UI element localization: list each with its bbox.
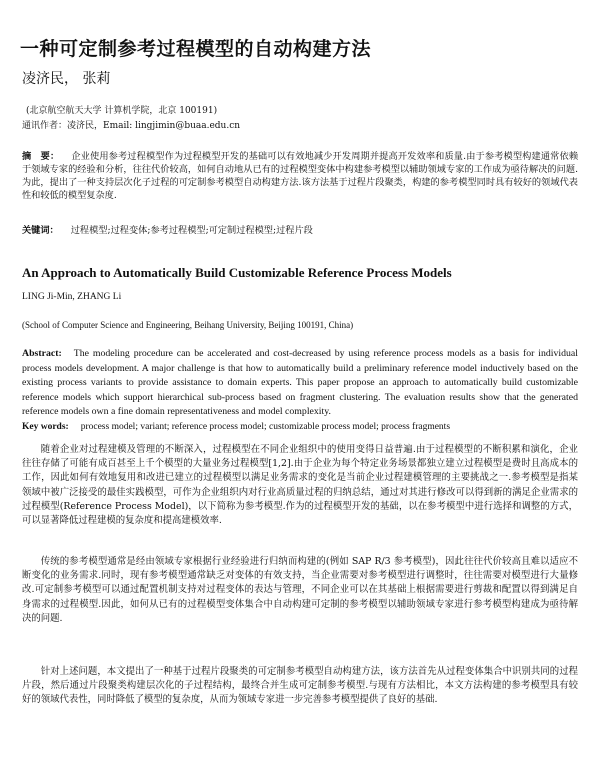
chinese-title: 一种可定制参考过程模型的自动构建方法 [20, 38, 372, 60]
body-paragraph-2-text: 传统的参考模型通常是经由领域专家根据行业经验进行归纳而构建的(例如 SAP R/3 参考模型)，因此往往代价较高且难以适应不断变化的业务需求.同时，现有参考模型通常缺乏对变体的有效支持，当企业需要对参考模型进行调整时，往往需要对模型进行大量修改.可定制参考模型可以通过配置机制支持对过程变体的表达与管理，不同企业可以在其基础上根据需要进行剪裁和配置以得到满足自身需求的过程模型.因此，如何从已有的过程模型变体集合中自动构建可定制的参考模型以辅助领域专家进行参考模型构建成为亟待解决的问题. [22, 556, 578, 624]
english-keywords [22, 422, 578, 432]
english-affiliation: (School of Computer Science and Engineering, Beihang University, Beijing 100191, China) [22, 320, 354, 330]
chinese-affiliation: (北京航空航天大学 计算机学院，北京 100191) [26, 106, 218, 116]
english-authors: LING Ji-Min, ZHANG Li [22, 292, 122, 302]
chinese-keywords-label: 关键词： [22, 225, 59, 236]
chinese-abstract-text: 企业使用参考过程模型作为过程模型开发的基础可以有效地减少开发周期并提高开发效率和质量.由于参考模型构建通常依赖于领域专家的经验和分析，往往代价较高，如何自动地从已有的过程模型变体中构建参考模型以辅助领域专家的工作成为亟待解决的问题.为此，提出了一种支持层次化子过程的可定制参考模型自动构建方法.该方法基于过程片段聚类，构建的参考模型同时具有较好的领域代表性和较低的模型复杂度. [22, 151, 579, 201]
chinese-abstract-label: 摘 要： [22, 151, 60, 162]
chinese-abstract [22, 150, 578, 202]
body-paragraph-1-text: 随着企业对过程建模及管理的不断深入，过程模型在不同企业组织中的使用变得日益普遍.由于过程模型的不断积累和演化，企业往往存储了可能有成百甚至上千个模型的大量业务过程模型[1,2].由于企业为每个特定业务场景都独立建立过程模型是费时且高成本的工作，因此如何有效地复用和改进已建立的过程模型以满足业务需求的变化是当前企业过程建模管理的主要挑战之一.参考模型是指某领域中被广泛接受的最佳实践模型，可作为企业组织内对行业高质量过程的归纳总结，通过对其进行修改可以得到新的满足企业需求的过程模型(Reference Process Model)，以下简称为参考模型.作为的过程模型开发的基础，以在参考模型中进行选择和调整的方式，可以显著降低过程建模的复杂度和提高建模效率. [22, 444, 578, 527]
chinese-keywords-text: 过程模型;过程变体;参考过程模型;可定制过程模型;过程片段 [70, 225, 313, 236]
english-keywords-text: process model; variant; reference process model; customizable process model; process fragments [80, 422, 451, 432]
english-abstract-label: Abstract: [22, 348, 62, 359]
english-abstract [22, 347, 578, 420]
chinese-authors: 凌济民， 张莉 [22, 71, 111, 87]
english-title: An Approach to Automatically Build Customizable Reference Process Models [22, 265, 452, 280]
corresponding-author: 通讯作者：凌济民，Email: lingjimin@buaa.edu.cn [22, 121, 241, 131]
body-paragraph-3-text: 针对上述问题，本文提出了一种基于过程片段聚类的可定制参考模型自动构建方法，该方法首先从过程变体集合中识别共同的过程片段，然后通过片段聚类构建层次化的子过程结构，最终合并生成可定制参考模型.与现有方法相比，本文方法构建的参考模型具有较好的领域代表性，同时降低了模型的复杂度，从而为领域专家进一步完善参考模型提供了良好的基础. [22, 666, 578, 706]
body-paragraph-3 [22, 665, 578, 708]
english-keywords-label: Key words: [22, 422, 69, 432]
body-paragraph-2 [22, 555, 578, 626]
body-paragraph-1 [22, 443, 578, 528]
english-abstract-text: The modeling procedure can be accelerated and cost-decreased by using reference process models as a basis for individual process models development. A major challenge is that how to automatically build a preliminary reference model inductively based on the existing process variants to provide assistance to domain experts. This paper propose an approach to automatically build customizable reference models which support hierarchical sub-process based on fragment clustering. The evaluation results show that the generated reference models own a fine domain representativeness and model complexity. [22, 348, 578, 418]
chinese-keywords [22, 222, 578, 236]
